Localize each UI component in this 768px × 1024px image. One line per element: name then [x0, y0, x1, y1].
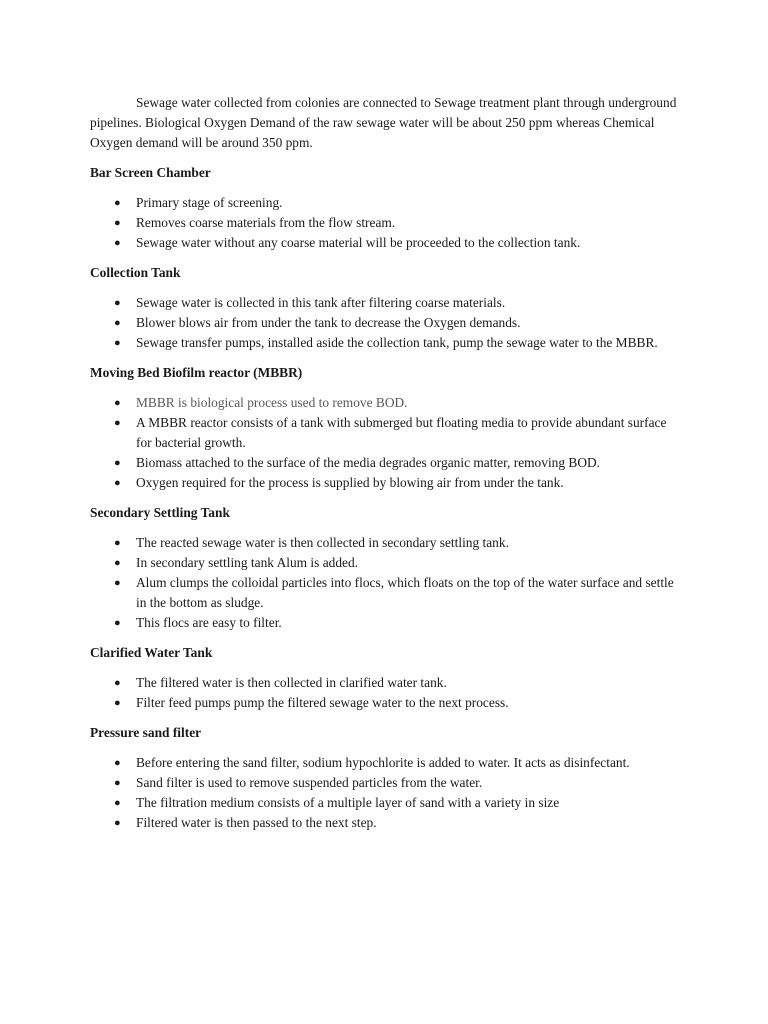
list-item [90, 393, 680, 413]
list-item [90, 613, 680, 633]
bullet-list-bar-screen-chamber [90, 193, 680, 253]
list-item-text: Biomass attached to the surface of the media degrades organic matter, removing BOD. [136, 455, 601, 470]
list-item-text: Blower blows air from under the tank to decrease the Oxygen demands. [136, 315, 521, 330]
list-item [90, 693, 680, 713]
list-item [90, 793, 680, 813]
section-heading-pressure-sand-filter: Pressure sand filter [90, 725, 202, 740]
bullet-icon: ● [114, 777, 121, 789]
list-item [90, 213, 680, 233]
list-item [90, 553, 680, 573]
list-item [90, 753, 680, 773]
section-heading-clarified-water-tank: Clarified Water Tank [90, 645, 213, 660]
list-item-text: Oxygen required for the process is supplied by blowing air from under the tank. [136, 475, 564, 490]
list-item-text: MBBR is biological process used to remove BOD. [136, 395, 408, 410]
list-item-text: The filtered water is then collected in clarified water tank. [136, 675, 447, 690]
bullet-list-collection-tank [90, 293, 680, 353]
list-item-text: A MBBR reactor consists of a tank with submerged but floating media to provide abundant surface for bacterial growth. [136, 415, 667, 450]
bullet-icon: ● [114, 757, 121, 769]
bullet-icon: ● [114, 817, 121, 829]
list-item [90, 773, 680, 793]
list-item [90, 673, 680, 693]
list-item-text: The filtration medium consists of a multiple layer of sand with a variety in size [136, 795, 560, 810]
list-item [90, 533, 680, 553]
bullet-icon: ● [114, 237, 121, 249]
bullet-list-pressure-sand-filter [90, 753, 680, 833]
bullet-icon: ● [114, 197, 121, 209]
list-item [90, 453, 680, 473]
bullet-icon: ● [114, 577, 121, 589]
list-item-text: Sewage water without any coarse material will be proceeded to the collection tank. [136, 235, 581, 250]
section-heading-secondary-settling-tank: Secondary Settling Tank [90, 505, 230, 520]
bullet-icon: ● [114, 217, 121, 229]
list-item [90, 233, 680, 253]
list-item-text: Primary stage of screening. [136, 195, 283, 210]
list-item [90, 193, 680, 213]
bullet-icon: ● [114, 397, 121, 409]
list-item-text: This flocs are easy to filter. [136, 615, 282, 630]
bullet-icon: ● [114, 337, 121, 349]
list-item-text: Sand filter is used to remove suspended particles from the water. [136, 775, 483, 790]
bullet-icon: ● [114, 677, 121, 689]
list-item [90, 473, 680, 493]
bullet-list-secondary-settling-tank [90, 533, 680, 633]
bullet-icon: ● [114, 297, 121, 309]
bullet-icon: ● [114, 317, 121, 329]
list-item [90, 293, 680, 313]
list-item-text: Removes coarse materials from the flow stream. [136, 215, 396, 230]
list-item-text: In secondary settling tank Alum is added. [136, 555, 359, 570]
bullet-icon: ● [114, 797, 121, 809]
bullet-icon: ● [114, 537, 121, 549]
list-item [90, 573, 680, 613]
bullet-icon: ● [114, 417, 121, 429]
list-item-text: Sewage water is collected in this tank after filtering coarse materials. [136, 295, 506, 310]
intro-paragraph: Sewage water collected from colonies are connected to Sewage treatment plant through underground pipelines. Biological Oxygen Demand of the raw sewage water will be about 250 ppm whereas Chemical Oxygen demand will be around 350 ppm. [90, 95, 677, 150]
bullet-icon: ● [114, 557, 121, 569]
list-item [90, 813, 680, 833]
list-item-text: The reacted sewage water is then collected in secondary settling tank. [136, 535, 509, 550]
list-item [90, 313, 680, 333]
bullet-list-clarified-water-tank [90, 673, 680, 713]
section-heading-bar-screen-chamber: Bar Screen Chamber [90, 165, 211, 180]
bullet-icon: ● [114, 617, 121, 629]
section-heading-mbbr: Moving Bed Biofilm reactor (MBBR) [90, 365, 303, 380]
bullet-icon: ● [114, 477, 121, 489]
list-item-text: Filter feed pumps pump the filtered sewage water to the next process. [136, 695, 509, 710]
bullet-icon: ● [114, 697, 121, 709]
bullet-icon: ● [114, 457, 121, 469]
bullet-list-mbbr [90, 393, 680, 493]
list-item-text: Filtered water is then passed to the next step. [136, 815, 377, 830]
list-item-text: Before entering the sand filter, sodium hypochlorite is added to water. It acts as disinfectant. [136, 755, 630, 770]
section-heading-collection-tank: Collection Tank [90, 265, 181, 280]
list-item [90, 333, 680, 353]
document-page [90, 93, 680, 843]
list-item [90, 413, 680, 453]
list-item-text: Sewage transfer pumps, installed aside the collection tank, pump the sewage water to the MBBR. [136, 335, 658, 350]
list-item-text: Alum clumps the colloidal particles into flocs, which floats on the top of the water surface and settle in the bottom as sludge. [136, 575, 674, 610]
